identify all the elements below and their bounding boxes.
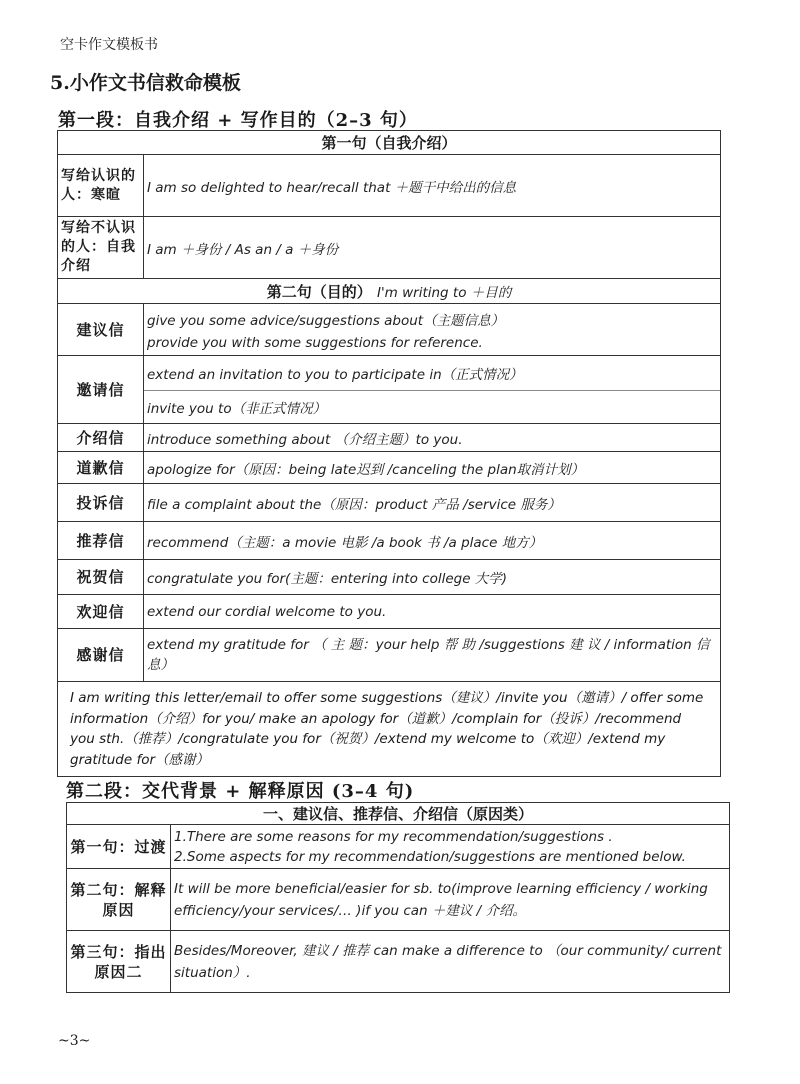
letter-label: 推荐信 (58, 522, 144, 560)
acquaintance-row (58, 155, 721, 217)
letter-row (58, 356, 721, 424)
paragraph-two-table (66, 802, 730, 993)
letter-label: 祝贺信 (58, 560, 144, 595)
paragraph-one-title: 第一段：自我介绍 + 写作目的（2–3 句） (58, 110, 418, 131)
stranger-row (58, 217, 721, 279)
second-sentence-header (58, 279, 721, 304)
letter-row (58, 424, 721, 452)
reason-text: It will be more beneficial/easier for sb. to(improve learning efficiency / working efficiency/your services/… )if you can ＋建议 / 介绍。 (171, 869, 730, 931)
first-sentence-header-row (58, 131, 721, 155)
stranger-text: I am ＋身份 / As an / a ＋身份 (144, 217, 721, 279)
second-sentence-header-en: I'm writing to ＋目的 (376, 284, 512, 301)
reason-label: 第一句：过渡 (67, 825, 171, 869)
paragraph-one-table (57, 130, 721, 777)
letter-text: extend my gratitude for （ 主 题：your help 帮 助 /suggestions 建 议 / information 信息） (144, 629, 721, 682)
first-sentence-header: 第一句（自我介绍） (58, 131, 721, 155)
letter-label: 投诉信 (58, 484, 144, 522)
letter-row (58, 304, 721, 356)
reason-type-header-row (67, 803, 730, 825)
letter-label: 邀请信 (58, 356, 144, 424)
letter-text: introduce something about （介绍主题）to you. (144, 424, 721, 452)
summary-row (58, 682, 721, 777)
letter-text: file a complaint about the（原因：product 产品 /service 服务） (144, 484, 721, 522)
letter-text: congratulate you for(主题：entering into college 大学) (144, 560, 721, 595)
acquaintance-label: 写给认识的人：寒暄 (58, 155, 144, 217)
reason-text (171, 825, 730, 869)
acquaintance-text: I am so delighted to hear/recall that ＋题干中给出的信息 (144, 155, 721, 217)
reason-row (67, 931, 730, 993)
paragraph-two-title: 第二段：交代背景 + 解释原因 (3–4 句) (66, 781, 415, 802)
letter-text (144, 304, 721, 356)
stranger-label: 写给不认识的人：自我介绍 (58, 217, 144, 279)
summary-text: I am writing this letter/email to offer some suggestions（建议）/invite you（邀请）/ offer some information（介绍）for you/ make an apology for（道歉）/complain for（投诉）/recommend you sth.（推荐）/congratulate you for（祝贺）/extend my welcome to（欢迎）/extend my gratitude for（感谢） (58, 682, 721, 777)
letter-text: recommend（主题：a movie 电影 /a book 书 /a place 地方） (144, 522, 721, 560)
reason-type-header: 一、建议信、推荐信、介绍信（原因类） (67, 803, 730, 825)
letter-label: 感谢信 (58, 629, 144, 682)
letter-label: 欢迎信 (58, 595, 144, 629)
letter-line: extend an invitation to you to participate in（正式情况） (147, 367, 523, 383)
letter-text: extend our cordial welcome to you. (144, 595, 721, 629)
letter-text (144, 356, 721, 424)
letter-label: 道歉信 (58, 452, 144, 484)
letter-line: invite you to（非正式情况） (144, 390, 720, 423)
section-title: 5.小作文书信救命模板 (50, 72, 241, 94)
reason-row (67, 825, 730, 869)
letter-label: 建议信 (58, 304, 144, 356)
letter-label: 介绍信 (58, 424, 144, 452)
letter-row (58, 629, 721, 682)
letter-line: give you some advice/suggestions about（主题信息） (147, 312, 505, 329)
reason-row (67, 869, 730, 931)
document-header: 空卡作文模板书 (60, 37, 158, 53)
reason-label: 第二句：解释原因 (67, 869, 171, 931)
letter-text: apologize for（原因：being late迟到 /canceling the plan取消计划） (144, 452, 721, 484)
letter-line: provide you with some suggestions for reference. (147, 334, 483, 351)
letter-row (58, 595, 721, 629)
reason-label: 第三句：指出原因二 (67, 931, 171, 993)
reason-line: 1.There are some reasons for my recommendation/suggestions . (174, 828, 613, 845)
second-sentence-header-row (58, 279, 721, 304)
letter-row (58, 484, 721, 522)
reason-text: Besides/Moreover, 建议 / 推荐 can make a difference to （our community/ current situation）. (171, 931, 730, 993)
page-number: ~3~ (58, 1033, 91, 1049)
reason-line: 2.Some aspects for my recommendation/suggestions are mentioned below. (174, 848, 686, 865)
second-sentence-header-cn: 第二句（目的） (266, 282, 372, 301)
letter-row (58, 522, 721, 560)
letter-row (58, 560, 721, 595)
letter-row (58, 452, 721, 484)
